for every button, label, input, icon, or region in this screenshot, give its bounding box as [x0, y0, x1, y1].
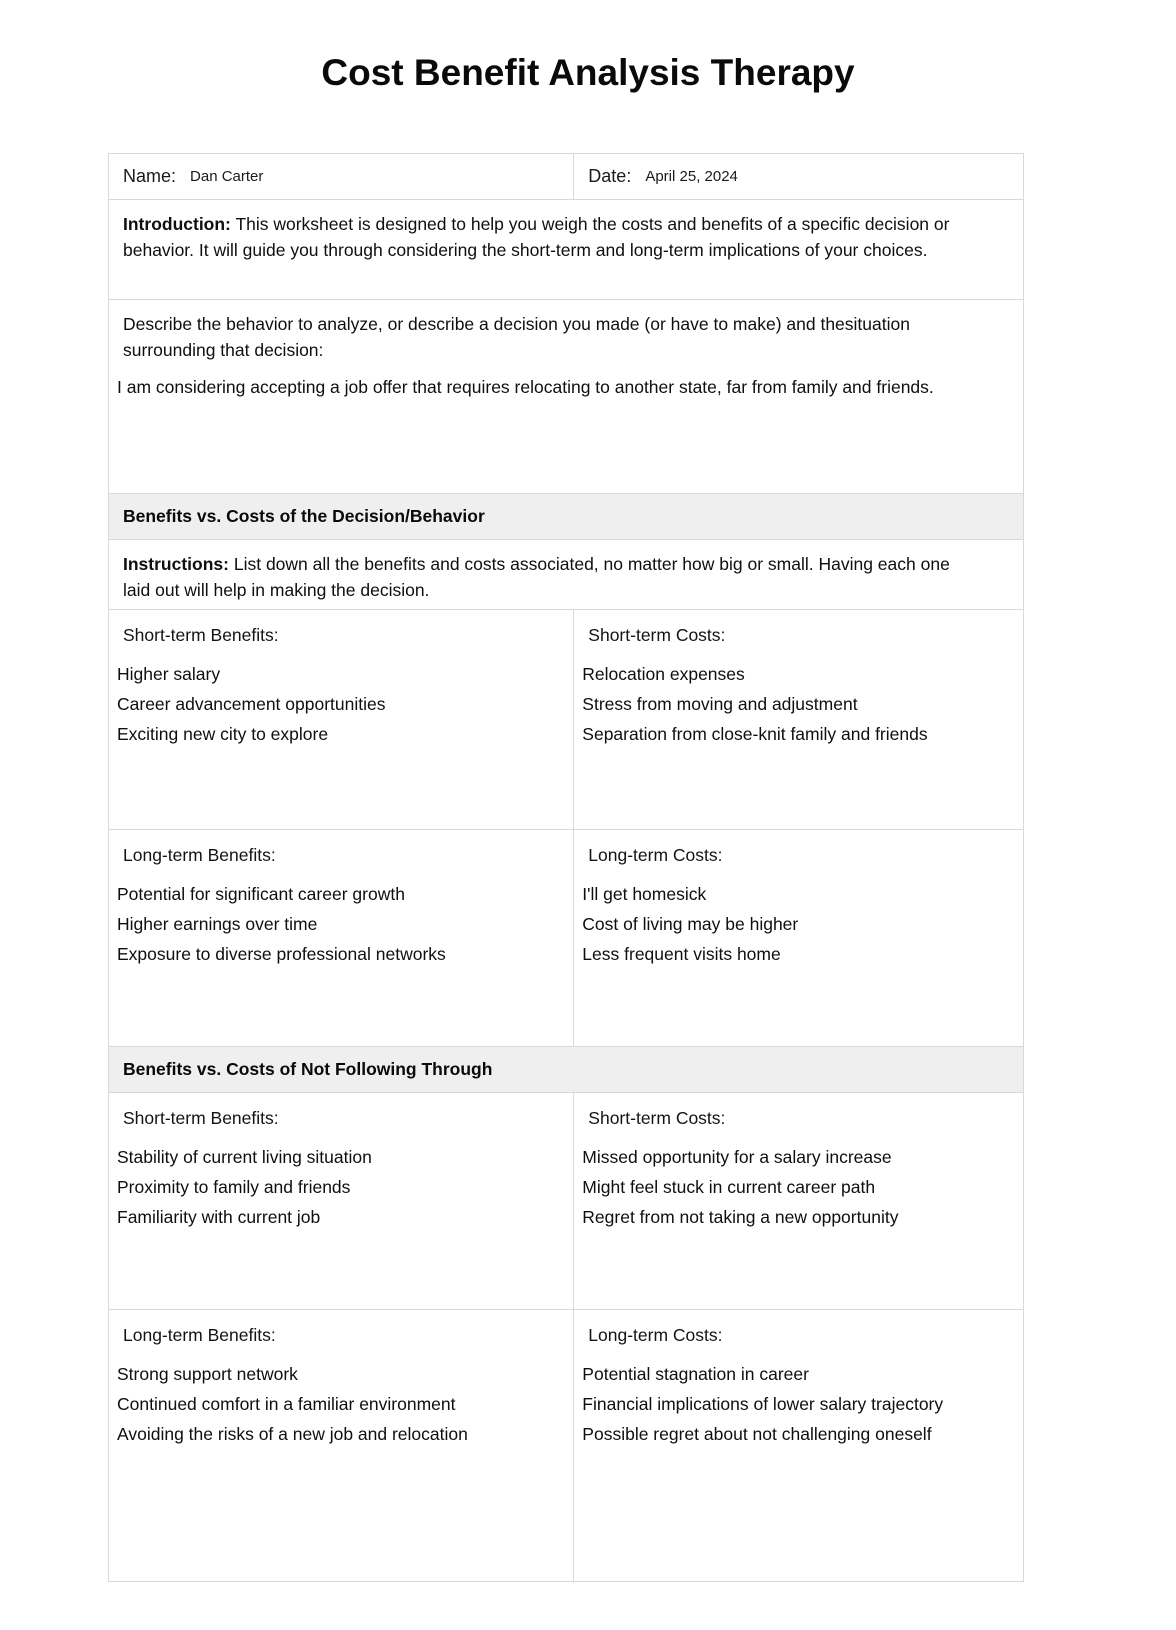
s2-short-term-benefits-entries[interactable] — [109, 1142, 573, 1232]
entry[interactable]: Might feel stuck in current career path — [582, 1177, 876, 1197]
name-field — [109, 154, 573, 199]
section2-long-term-row — [109, 1309, 1023, 1581]
date-field — [573, 154, 1023, 199]
describe-cell — [109, 300, 1023, 493]
s1-long-term-benefits-label: Long-term Benefits: — [123, 845, 276, 865]
s1-short-term-benefits-label: Short-term Benefits: — [123, 625, 279, 645]
worksheet-table — [108, 153, 1024, 1582]
s1-short-term-costs-label: Short-term Costs: — [588, 625, 726, 645]
entry[interactable]: Cost of living may be higher — [582, 914, 799, 934]
entry[interactable]: Exciting new city to explore — [117, 724, 329, 744]
instructions-row — [109, 539, 1023, 609]
entry[interactable]: Avoiding the risks of a new job and relocation — [117, 1424, 468, 1444]
entry[interactable]: Continued comfort in a familiar environment — [117, 1394, 456, 1414]
instructions-cell — [109, 540, 1023, 609]
introduction-cell — [109, 200, 1023, 299]
introduction-label: Introduction: — [123, 214, 231, 234]
entry[interactable]: Possible regret about not challenging oneself — [582, 1424, 932, 1444]
s1-short-term-costs-entries[interactable] — [574, 659, 1023, 749]
s2-long-term-costs-cell — [573, 1310, 1023, 1581]
s2-long-term-benefits-label: Long-term Benefits: — [123, 1325, 276, 1345]
entry[interactable]: Potential for significant career growth — [117, 884, 405, 904]
introduction-row — [109, 199, 1023, 299]
entry[interactable]: Familiarity with current job — [117, 1207, 321, 1227]
entry[interactable]: Separation from close-knit family and friends — [582, 724, 928, 744]
entry[interactable]: Relocation expenses — [582, 664, 745, 684]
introduction-paragraph — [109, 200, 1009, 263]
entry[interactable]: Stability of current living situation — [117, 1147, 372, 1167]
instructions-paragraph — [109, 540, 989, 603]
s2-long-term-benefits-entries[interactable] — [109, 1359, 573, 1449]
instructions-label: Instructions: — [123, 554, 229, 574]
s1-long-term-benefits-cell — [109, 830, 573, 1046]
describe-answer[interactable]: I am considering accepting a job offer that requires relocating to another state, far from family and friends. — [117, 377, 934, 397]
instructions-text: List down all the benefits and costs associated, no matter how big or small. Having each one laid out will help in making the decision. — [123, 554, 950, 600]
entry[interactable]: Strong support network — [117, 1364, 298, 1384]
entry[interactable]: Stress from moving and adjustment — [582, 694, 858, 714]
section2-header-row — [109, 1046, 1023, 1092]
entry[interactable]: Potential stagnation in career — [582, 1364, 809, 1384]
entry[interactable]: Missed opportunity for a salary increase — [582, 1147, 892, 1167]
s1-short-term-costs-cell — [573, 610, 1023, 829]
section2-header: Benefits vs. Costs of Not Following Through — [123, 1059, 493, 1079]
entry[interactable]: Proximity to family and friends — [117, 1177, 351, 1197]
describe-row — [109, 299, 1023, 493]
s1-long-term-costs-cell — [573, 830, 1023, 1046]
section1-long-term-row — [109, 829, 1023, 1046]
entry[interactable]: Regret from not taking a new opportunity — [582, 1207, 899, 1227]
section2-short-term-row — [109, 1092, 1023, 1309]
s1-short-term-benefits-entries[interactable] — [109, 659, 573, 749]
entry[interactable]: Financial implications of lower salary trajectory — [582, 1394, 944, 1414]
s2-long-term-costs-entries[interactable] — [574, 1359, 1023, 1449]
section1-header-row — [109, 493, 1023, 539]
s2-long-term-costs-label: Long-term Costs: — [588, 1325, 723, 1345]
s2-short-term-costs-label: Short-term Costs: — [588, 1108, 726, 1128]
date-value[interactable]: April 25, 2024 — [645, 168, 738, 185]
name-date-row — [109, 154, 1023, 199]
s1-short-term-benefits-cell — [109, 610, 573, 829]
date-label: Date: — [588, 166, 632, 186]
name-value[interactable]: Dan Carter — [190, 168, 264, 185]
entry[interactable]: Exposure to diverse professional networks — [117, 944, 446, 964]
entry[interactable]: Less frequent visits home — [582, 944, 781, 964]
entry[interactable]: I'll get homesick — [582, 884, 707, 904]
describe-prompt: Describe the behavior to analyze, or describe a decision you made (or have to make) and thesituation surrounding that decision: — [123, 314, 910, 360]
s2-short-term-costs-cell — [573, 1093, 1023, 1309]
entry[interactable]: Career advancement opportunities — [117, 694, 386, 714]
s2-short-term-benefits-label: Short-term Benefits: — [123, 1108, 279, 1128]
entry[interactable]: Higher earnings over time — [117, 914, 318, 934]
section1-header: Benefits vs. Costs of the Decision/Behavior — [123, 506, 485, 526]
s1-long-term-costs-label: Long-term Costs: — [588, 845, 723, 865]
page-title: Cost Benefit Analysis Therapy — [321, 52, 855, 93]
s2-long-term-benefits-cell — [109, 1310, 573, 1581]
s1-long-term-costs-entries[interactable] — [574, 879, 1023, 969]
introduction-text: This worksheet is designed to help you weigh the costs and benefits of a specific decision or behavior. It will guide you through considering the short-term and long-term implications of your choices. — [123, 214, 950, 260]
section1-short-term-row — [109, 609, 1023, 829]
s2-short-term-benefits-cell — [109, 1093, 573, 1309]
entry[interactable]: Higher salary — [117, 664, 221, 684]
s2-short-term-costs-entries[interactable] — [574, 1142, 1023, 1232]
s1-long-term-benefits-entries[interactable] — [109, 879, 573, 969]
name-label: Name: — [123, 166, 177, 186]
